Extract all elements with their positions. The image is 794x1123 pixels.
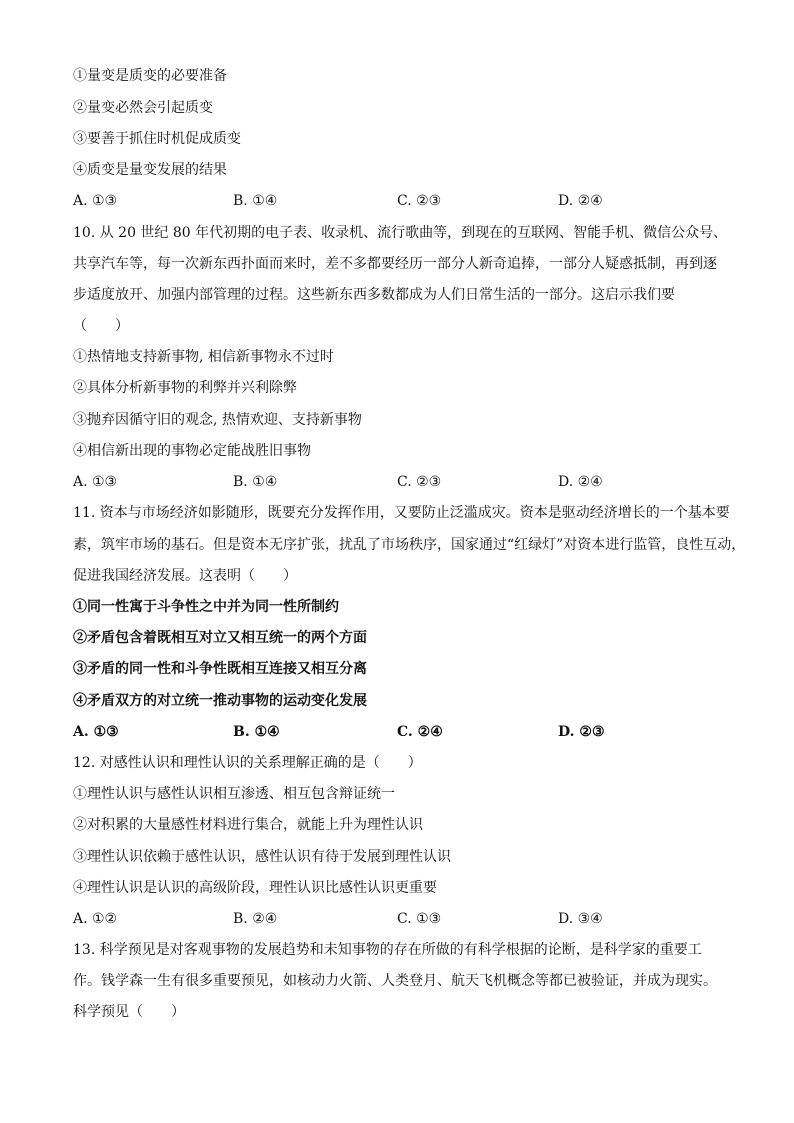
q9-option-c: C. ②③ bbox=[397, 193, 442, 209]
q11-item-2: ②矛盾包含着既相互对立又相互统一的两个方面 bbox=[73, 630, 367, 646]
q12-item-2: ②对积累的大量感性材料进行集合，就能上升为理性认识 bbox=[73, 817, 423, 833]
q11-item-1: ①同一性寓于斗争性之中并为同一性所制约 bbox=[73, 599, 339, 615]
q9-options bbox=[73, 191, 733, 211]
q13-stem-line-2: 作。钱学森一生有很多重要预见，如核动力火箭、人类登月、航天飞机概念等都已被验证，并成为现实。 bbox=[73, 973, 717, 989]
q10-option-c: C. ②③ bbox=[397, 474, 442, 490]
q10-answer-blank: （ ） bbox=[73, 318, 129, 334]
q9-item-1: ①量变是质变的必要准备 bbox=[73, 68, 227, 84]
q9-item-2: ②量变必然会引起质变 bbox=[73, 100, 213, 116]
q13-stem-line-3: 科学预见（ ） bbox=[73, 1004, 185, 1020]
q12-item-4: ④理性认识是认识的高级阶段，理性认识比感性认识更重要 bbox=[73, 880, 437, 896]
q10-item-2: ②具体分析新事物的利弊并兴利除弊 bbox=[73, 380, 297, 396]
q10-item-4: ④相信新出现的事物必定能战胜旧事物 bbox=[73, 443, 311, 459]
q11-stem-line-1: 11. 资本与市场经济如影随形，既要充分发挥作用，又要防止泛滥成灾。资本是驱动经济增长的一个基本要 bbox=[73, 505, 730, 521]
q12-option-b: B. ②④ bbox=[233, 911, 278, 927]
q10-options bbox=[73, 472, 733, 492]
q11-options bbox=[73, 722, 733, 742]
q10-stem-line-1: 10. 从 20 世纪 80 年代初期的电子表、收录机、流行歌曲等，到现在的互联网、智能手机、微信公众号、 bbox=[73, 225, 728, 241]
q11-item-3: ③矛盾的同一性和斗争性既相互连接又相互分离 bbox=[73, 661, 367, 677]
q12-stem-line-1: 12. 对感性认识和理性认识的关系理解正确的是（ ） bbox=[73, 755, 422, 771]
q12-option-a: A. ①② bbox=[73, 911, 118, 927]
q10-item-1: ①热情地支持新事物, 相信新事物永不过时 bbox=[73, 349, 334, 365]
q10-option-d: D. ②④ bbox=[558, 474, 603, 490]
q10-item-3: ③抛弃因循守旧的观念, 热情欢迎、支持新事物 bbox=[73, 412, 362, 428]
q12-item-1: ①理性认识与感性认识相互渗透、相互包含辩证统一 bbox=[73, 786, 395, 802]
q11-stem-line-2: 素，筑牢市场的基石。但是资本无序扩张，扰乱了市场秩序，国家通过“红绿灯”对资本进行监管，良性互动， bbox=[73, 537, 746, 553]
q10-stem-line-2: 共享汽车等，每一次新东西扑面而来时，差不多都要经历一部分人新奇追捧，一部分人疑惑抵制，再到逐 bbox=[73, 256, 717, 272]
q11-option-b: B. ①④ bbox=[233, 724, 280, 740]
q9-option-d: D. ②④ bbox=[558, 193, 603, 209]
q9-option-b: B. ①④ bbox=[233, 193, 278, 209]
q10-option-a: A. ①③ bbox=[73, 474, 118, 490]
q10-stem-line-3: 步适度放开、加强内部管理的过程。这些新东西多数都成为人们日常生活的一部分。这启示我们要 bbox=[73, 287, 675, 303]
q11-option-a: A. ①③ bbox=[73, 724, 119, 740]
q9-item-3: ③要善于抓住时机促成质变 bbox=[73, 131, 241, 147]
q12-option-d: D. ③④ bbox=[558, 911, 603, 927]
q10-option-b: B. ①④ bbox=[233, 474, 278, 490]
q12-options bbox=[73, 909, 733, 929]
q11-item-4: ④矛盾双方的对立统一推动事物的运动变化发展 bbox=[73, 693, 367, 709]
q12-option-c: C. ①③ bbox=[397, 911, 442, 927]
q13-stem-line-1: 13. 科学预见是对客观事物的发展趋势和未知事物的存在所做的有科学根据的论断，是科学家的重要工 bbox=[73, 942, 702, 958]
q11-stem-line-3: 促进我国经济发展。这表明（ ） bbox=[73, 568, 297, 584]
q11-option-c: C. ②④ bbox=[397, 724, 443, 740]
q12-item-3: ③理性认识依赖于感性认识，感性认识有待于发展到理性认识 bbox=[73, 849, 451, 865]
q9-item-4: ④质变是量变发展的结果 bbox=[73, 162, 227, 178]
q11-option-d: D. ②③ bbox=[558, 724, 605, 740]
q9-option-a: A. ①③ bbox=[73, 193, 118, 209]
